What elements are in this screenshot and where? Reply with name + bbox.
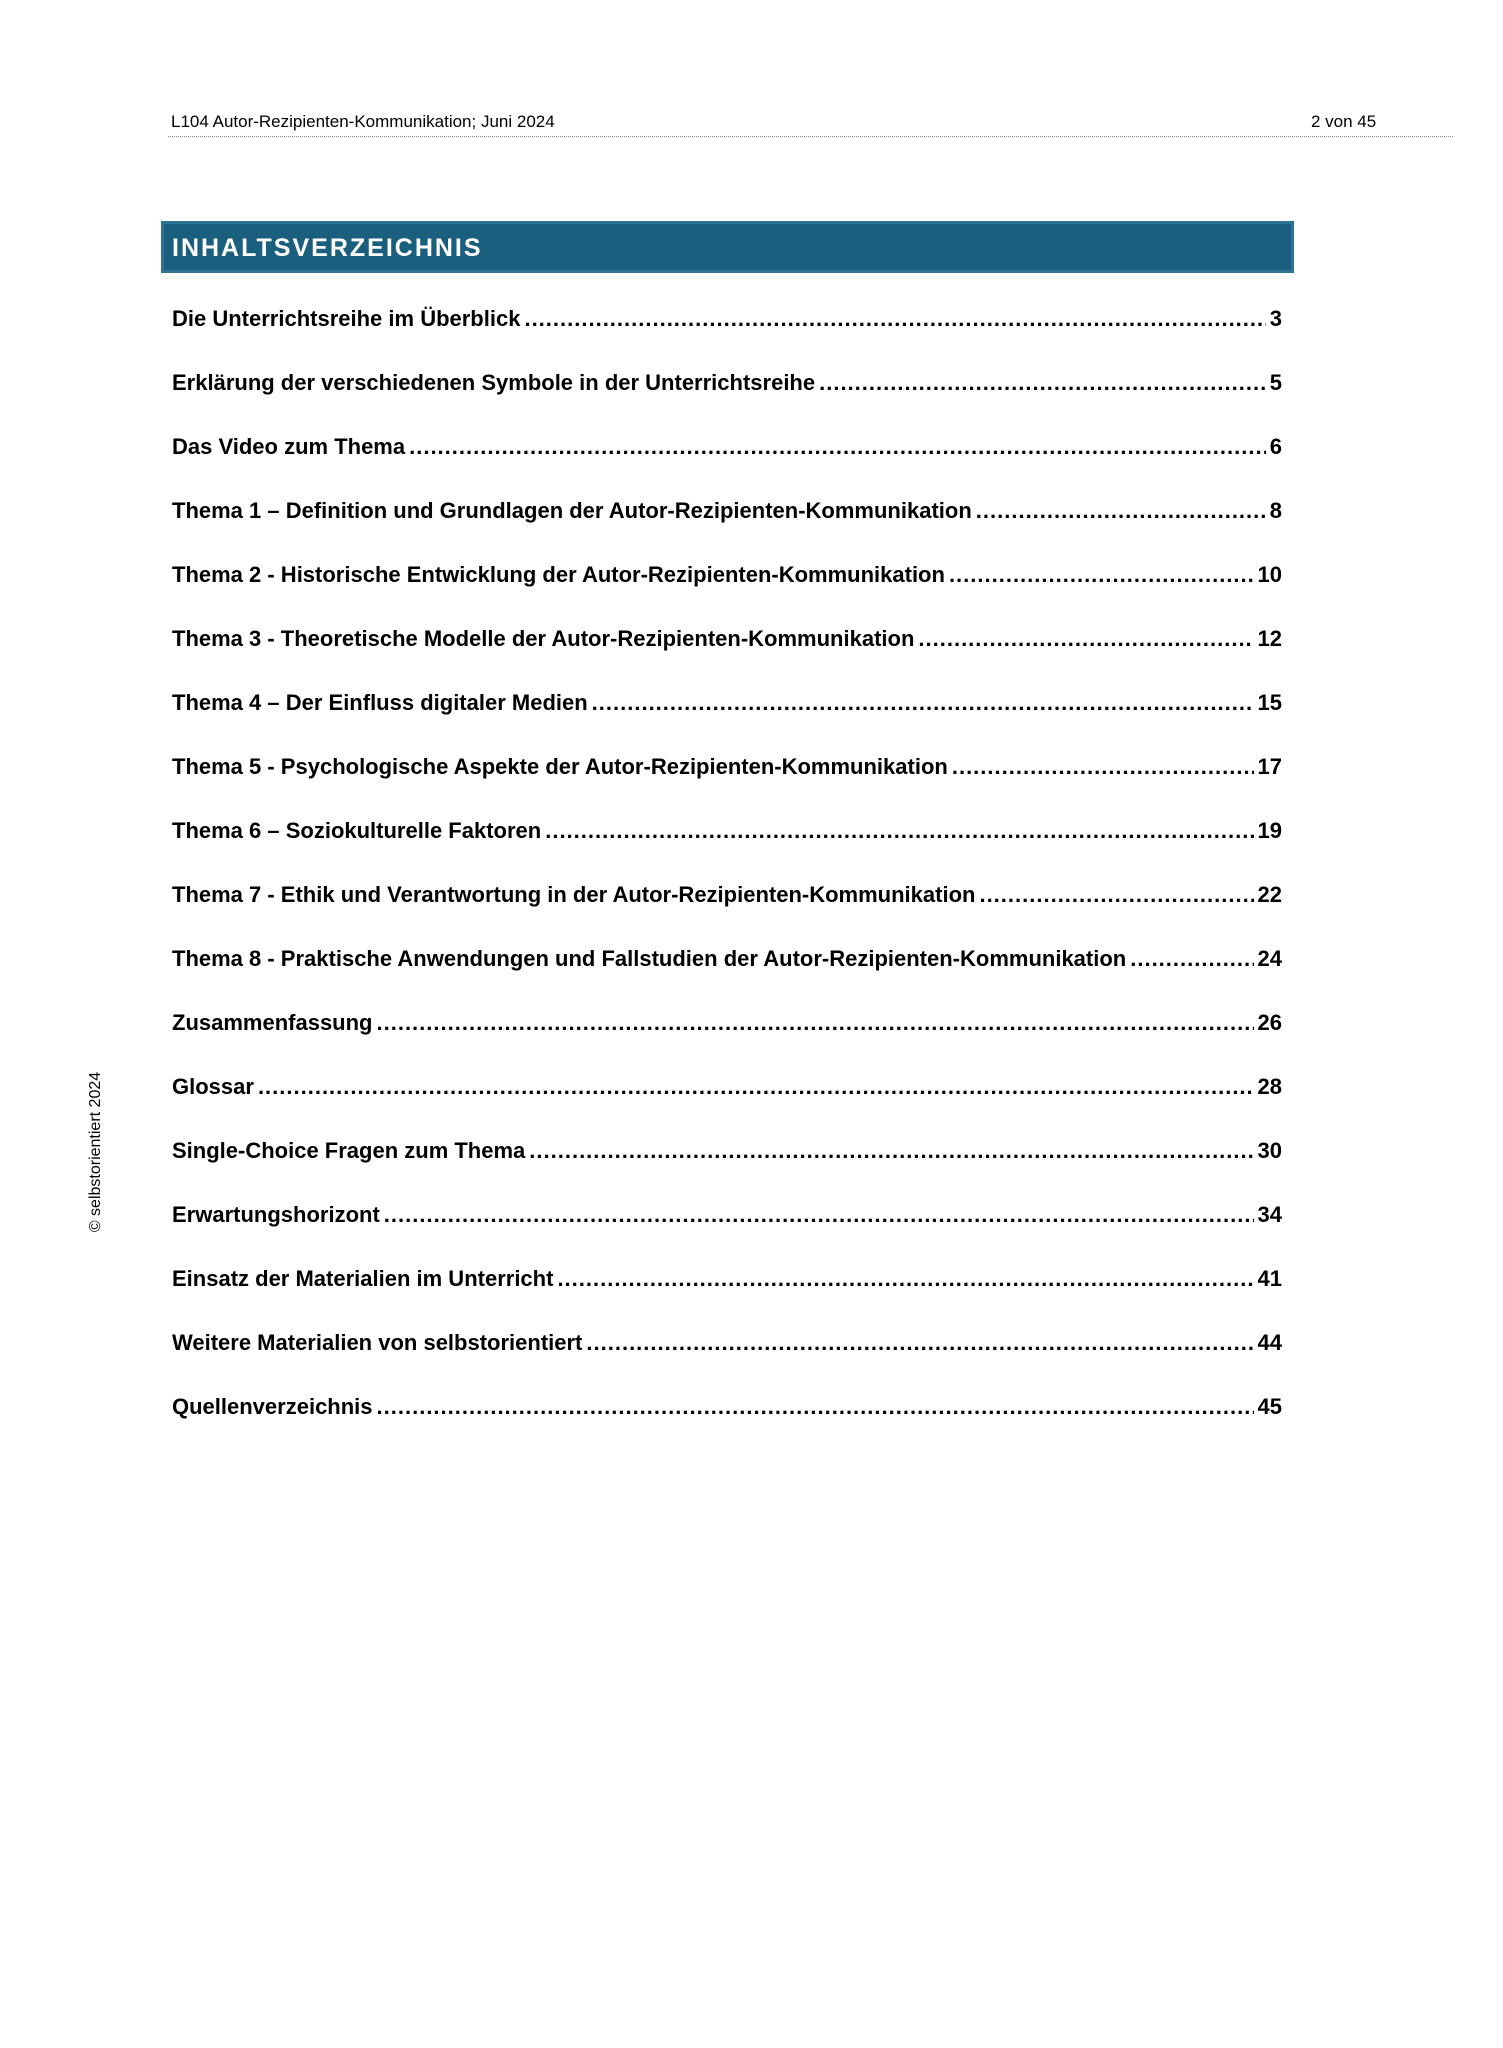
toc-dot-leader [377,1004,1254,1042]
page-header [168,110,1453,137]
toc-entry[interactable] [172,492,1282,556]
toc-entry-text: Erwartungshorizont [172,1202,380,1227]
toc-title: INHALTSVERZEICHNIS [172,234,483,262]
toc-entry-page-number: 5 [1269,370,1282,395]
toc-dot-leader [1130,940,1253,978]
toc-entry-page-number: 26 [1257,1010,1282,1035]
toc-entry[interactable] [172,300,1282,364]
toc-entry[interactable] [172,620,1282,684]
toc-entry[interactable] [172,1004,1282,1068]
toc-entry-text: Weitere Materialien von selbstorientiert [172,1330,583,1355]
toc-dot-leader [976,492,1266,530]
toc-entry-page-number: 34 [1257,1202,1282,1227]
toc-dot-leader [819,364,1266,402]
toc-entry-page-number: 41 [1257,1266,1282,1291]
toc-entry-text: Erklärung der verschiedenen Symbole in der Unterrichtsreihe [172,370,816,395]
toc-entry[interactable] [172,1260,1282,1324]
toc-dot-leader [979,876,1253,914]
toc-entry[interactable] [172,1068,1282,1132]
document-title: L104 Autor-Rezipienten-Kommunikation; Juni 2024 [171,112,555,131]
toc-entry[interactable] [172,876,1282,940]
toc-dot-leader [524,300,1265,338]
toc-entry-page-number: 44 [1257,1330,1282,1355]
toc-dot-leader [949,556,1254,594]
toc-entry[interactable] [172,748,1282,812]
toc-entry-page-number: 12 [1257,626,1282,651]
toc-dot-leader [529,1132,1253,1170]
toc-entry-page-number: 19 [1257,818,1282,843]
toc-entry[interactable] [172,1196,1282,1260]
toc-dot-leader [952,748,1254,786]
toc-entry[interactable] [172,1132,1282,1196]
toc-dot-leader [545,812,1253,850]
toc-entry[interactable] [172,1324,1282,1388]
toc-entry-text: Thema 2 - Historische Entwicklung der Autor-Rezipienten-Kommunikation [172,562,945,587]
toc-entry[interactable] [172,364,1282,428]
toc-entry-page-number: 6 [1269,434,1282,459]
toc-entry-page-number: 10 [1257,562,1282,587]
toc-entry-text: Thema 1 – Definition und Grundlagen der Autor-Rezipienten-Kommunikation [172,498,972,523]
toc-dot-leader [586,1324,1253,1362]
toc-entry-text: Thema 5 - Psychologische Aspekte der Autor-Rezipienten-Kommunikation [172,754,948,779]
toc-entry-text: Einsatz der Materialien im Unterricht [172,1266,554,1291]
copyright-notice: © selbstorientiert 2024 [87,1071,104,1233]
toc-entry-text: Thema 4 – Der Einfluss digitaler Medien [172,690,588,715]
toc-entry-text: Thema 6 – Soziokulturelle Faktoren [172,818,542,843]
toc-dot-leader [258,1068,1254,1106]
toc-dot-leader [384,1196,1254,1234]
toc-dot-leader [409,428,1266,466]
toc-dot-leader [918,620,1253,658]
toc-heading-bar [161,221,1294,273]
toc-entry-text: Zusammenfassung [172,1010,373,1035]
toc-entry-page-number: 8 [1269,498,1282,523]
toc-dot-leader [557,1260,1253,1298]
toc-entry-page-number: 15 [1257,690,1282,715]
toc-entry-text: Quellenverzeichnis [172,1394,373,1419]
toc-dot-leader [377,1388,1254,1426]
toc-entry[interactable] [172,940,1282,1004]
toc-entry[interactable] [172,812,1282,876]
toc-entry-text: Thema 7 - Ethik und Verantwortung in der Autor-Rezipienten-Kommunikation [172,882,976,907]
toc-entry-text: Die Unterrichtsreihe im Überblick [172,306,521,331]
toc-entry-text: Single-Choice Fragen zum Thema [172,1138,526,1163]
toc-entry-text: Das Video zum Thema [172,434,406,459]
toc-entry-page-number: 45 [1257,1394,1282,1419]
toc-entry[interactable] [172,428,1282,492]
toc-dot-leader [592,684,1254,722]
toc-entry-page-number: 28 [1257,1074,1282,1099]
toc-entry-page-number: 17 [1257,754,1282,779]
toc-entry-page-number: 22 [1257,882,1282,907]
toc-entry[interactable] [172,556,1282,620]
toc-entry[interactable] [172,684,1282,748]
toc-entry-page-number: 3 [1269,306,1282,331]
toc-entry-page-number: 24 [1257,946,1282,971]
toc-entry[interactable] [172,1388,1282,1452]
page-number: 2 von 45 [1311,112,1377,131]
toc-entry-text: Glossar [172,1074,254,1099]
toc-entry-page-number: 30 [1257,1138,1282,1163]
table-of-contents [172,300,1282,1452]
toc-entry-text: Thema 8 - Praktische Anwendungen und Fallstudien der Autor-Rezipienten-Kommunikation [172,946,1127,971]
toc-entry-text: Thema 3 - Theoretische Modelle der Autor-Rezipienten-Kommunikation [172,626,915,651]
